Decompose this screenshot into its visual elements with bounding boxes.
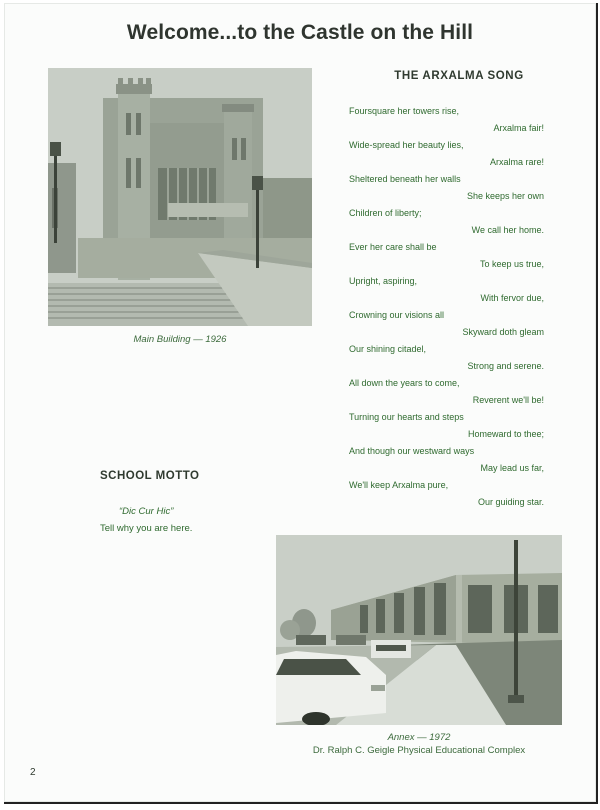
- yearbook-page: [4, 3, 598, 804]
- song-line: Skyward doth gleam: [462, 327, 544, 337]
- song-line: Ever her care shall be: [349, 242, 437, 252]
- song-title: THE ARXALMA SONG: [394, 70, 524, 82]
- motto-translation: Tell why you are here.: [100, 523, 193, 534]
- song-line: May lead us far,: [480, 463, 544, 473]
- song-line: Arxalma rare!: [489, 157, 544, 167]
- annex-caption: Annex — 1972: [387, 732, 451, 743]
- song-line: Sheltered beneath her walls: [349, 174, 461, 184]
- motto-latin: “Dic Cur Hic”: [119, 506, 174, 517]
- song-line: Wide-spread her beauty lies,: [349, 140, 464, 150]
- main-building-caption: Main Building — 1926: [133, 334, 227, 345]
- song-line: Homeward to thee;: [467, 429, 544, 439]
- main-building-photo: [48, 68, 312, 326]
- song-line: Our guiding star.: [477, 497, 544, 507]
- song-line: She keeps her own: [466, 191, 544, 201]
- song-line: Reverent we'll be!: [472, 395, 544, 405]
- annex-subcaption: Dr. Ralph C. Geigle Physical Educational Complex: [312, 745, 526, 756]
- song-line: With fervor due,: [480, 293, 544, 303]
- song-line: Our shining citadel,: [349, 344, 427, 354]
- song-line: Children of liberty;: [349, 208, 422, 218]
- song-line: All down the years to come,: [349, 378, 460, 388]
- song-line: Upright, aspiring,: [349, 276, 418, 286]
- song-line: Strong and serene.: [467, 361, 544, 371]
- song-line: We call her home.: [471, 225, 544, 235]
- song-line: We'll keep Arxalma pure,: [349, 480, 449, 490]
- song-line: Crowning our visions all: [349, 310, 445, 320]
- page-title: Welcome...to the Castle on the Hill: [126, 21, 474, 44]
- annex-photo: [276, 535, 562, 725]
- song-line: Turning our hearts and steps: [349, 412, 464, 422]
- song-line: Arxalma fair!: [493, 123, 544, 133]
- page-number: 2: [30, 767, 36, 778]
- song-line: Foursquare her towers rise,: [349, 106, 460, 116]
- song-line: And though our westward ways: [349, 446, 475, 456]
- song-line: To keep us true,: [479, 259, 544, 269]
- motto-title: SCHOOL MOTTO: [100, 470, 200, 482]
